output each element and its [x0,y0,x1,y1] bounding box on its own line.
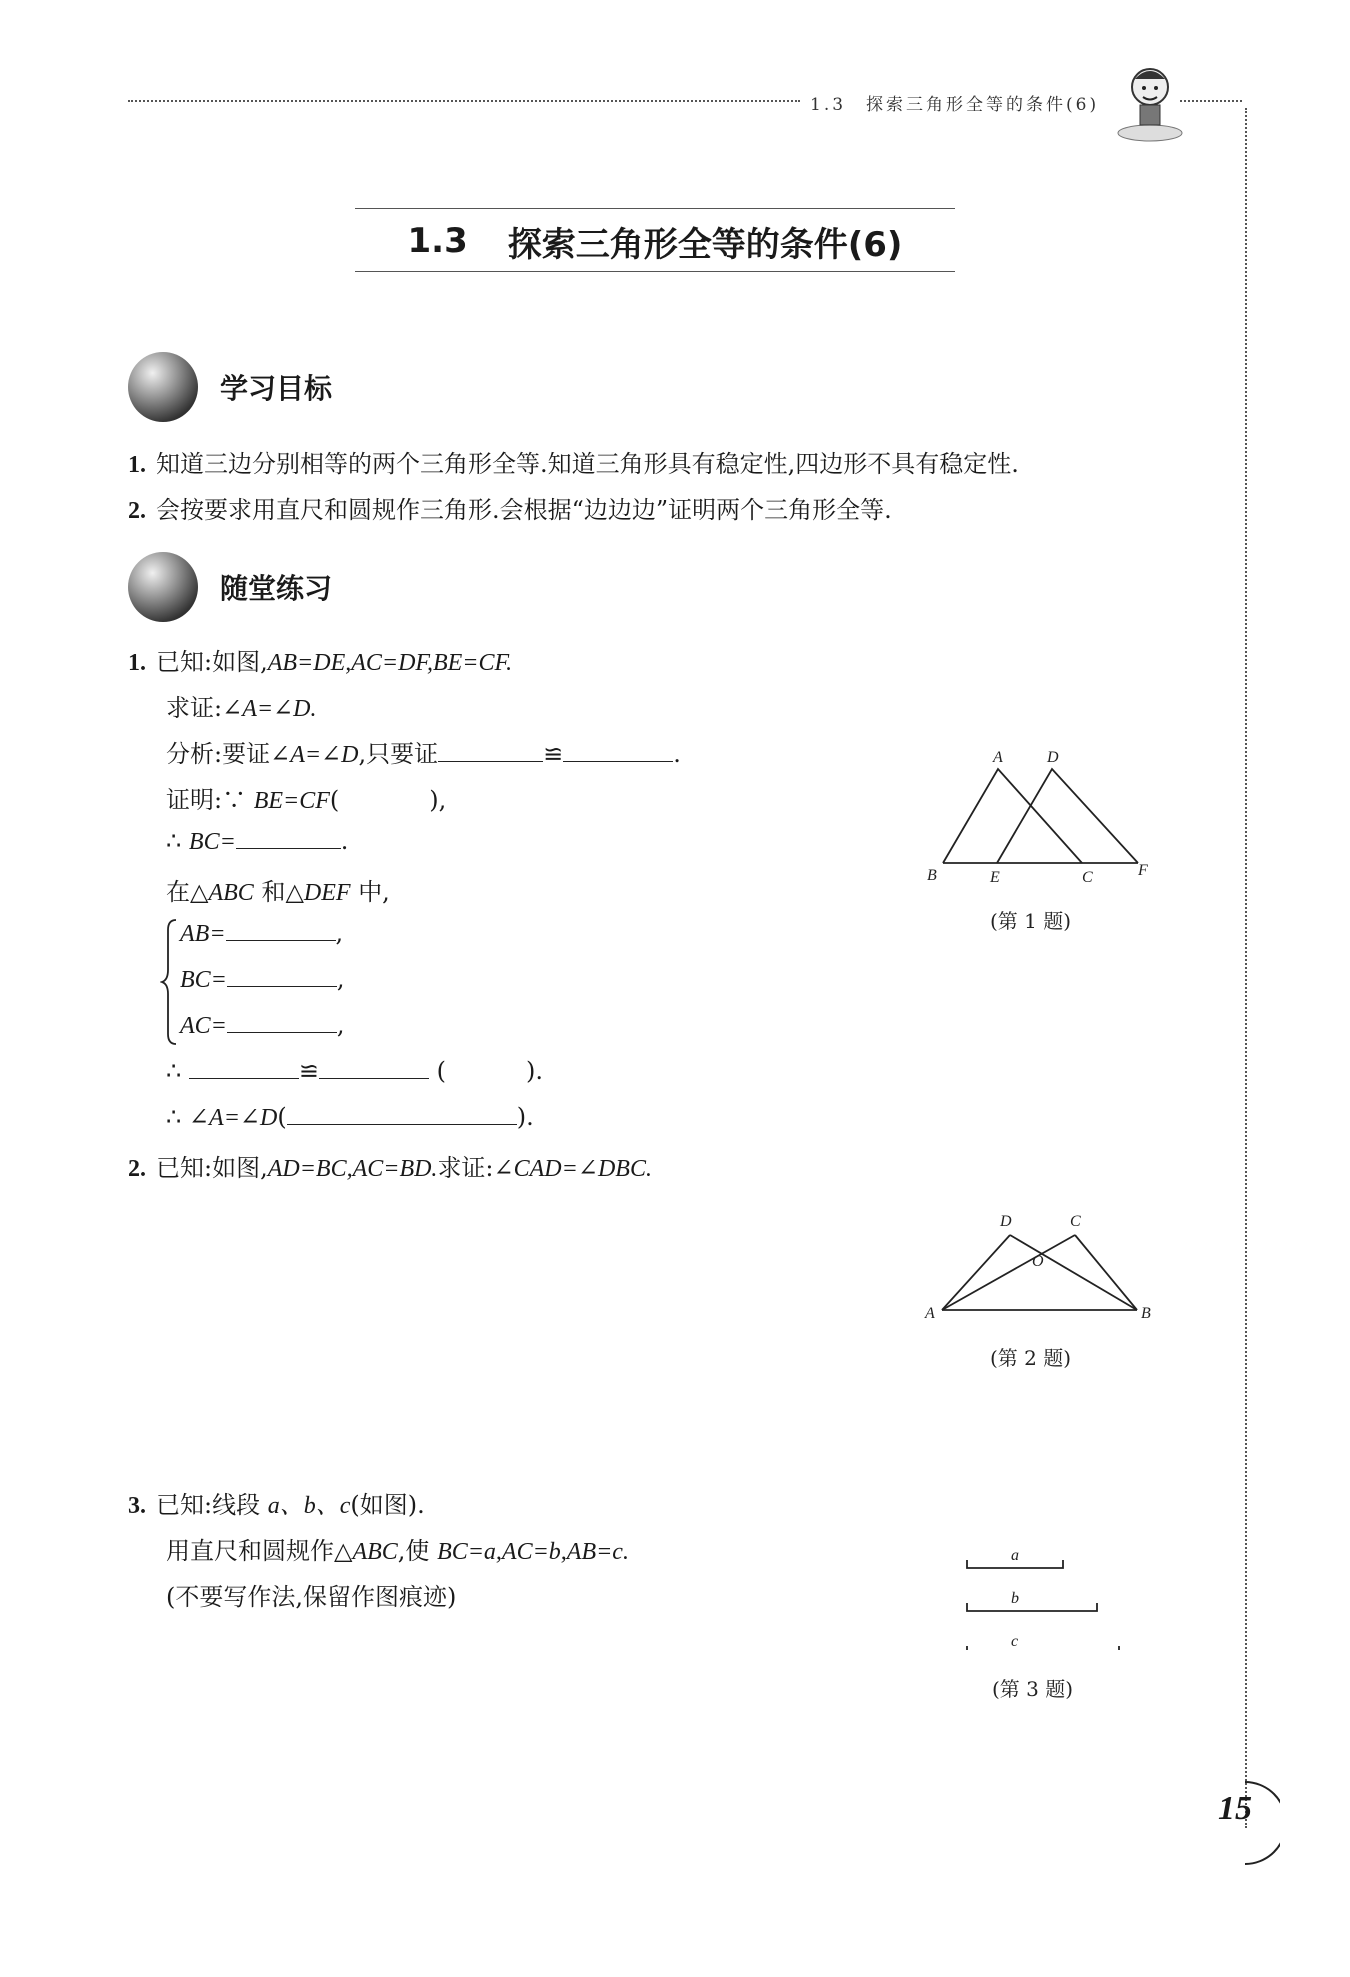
triangle-def [997,769,1138,863]
mascot-icon [1110,55,1185,145]
triangle-abc [943,769,1082,863]
q1-conclusion: ∴ ∠A=∠D( ). [166,1103,534,1131]
segment-b [967,1603,1097,1611]
figure-1-caption: (第 1 题) [990,909,1072,933]
title-text: 探索三角形全等的条件(6) [507,224,903,265]
label-c: C [1082,869,1093,886]
q1-prove: 求证:∠A=∠D. [166,694,317,722]
header-dotted-line [128,100,800,102]
label-b: b [1011,1590,1019,1607]
label-d: D [1000,1213,1012,1230]
label-d: D [1047,749,1059,766]
title-number: 1.3 [407,221,468,261]
q3-note: (不要写作法,保留作图痕迹) [166,1583,457,1611]
page-title [355,210,955,272]
section-heading: 随堂练习 [220,572,333,605]
label-a: A [993,749,1003,766]
q1-analysis: 分析:要证∠A=∠D,只要证 ≌ . [166,740,681,768]
running-title: 1.3 探索三角形全等的条件(6) [810,95,1100,115]
header-dotted-line-right [1180,100,1242,102]
label-c: c [1011,1633,1019,1650]
answer-blank[interactable] [319,1056,429,1079]
q1-proof: 证明:∵ BE=CF( ), [166,786,447,814]
sphere-icon [128,352,198,422]
figure-3 [955,1540,1135,1650]
segment-bd [1010,1235,1137,1310]
globe-icon [128,552,198,622]
goal-item-2: 2. 会按要求用直尺和圆规作三角形.会根据“边边边”证明两个三角形全等. [128,496,892,524]
figure-2-caption: (第 2 题) [990,1346,1072,1370]
q3-task: 用直尺和圆规作△ABC,使 BC=a,AC=b,AB=c. [166,1537,629,1565]
answer-blank[interactable] [287,1102,517,1125]
figure-1 [920,745,1160,895]
q1-bc: ∴ BC= . [166,827,349,855]
label-e: E [990,869,1000,886]
figure-2 [920,1205,1160,1335]
segment-ac [942,1235,1075,1310]
section-learning-goals [128,352,332,422]
answer-blank[interactable] [227,1010,337,1033]
answer-blank[interactable] [226,918,336,941]
q1-congruence: ∴ ≌ ( ). [166,1057,544,1085]
answer-blank[interactable] [236,826,341,849]
answer-blank[interactable] [438,739,543,762]
segment-c [967,1646,1119,1650]
segment-ad [942,1235,1010,1310]
goal-item-1: 1. 知道三边分别相等的两个三角形全等.知道三角形具有稳定性,四边形不具有稳定性. [128,450,1019,478]
label-b: B [927,867,937,884]
label-c: C [1070,1213,1081,1230]
figure-3-caption: (第 3 题) [992,1677,1074,1701]
label-a: a [1011,1547,1019,1564]
segment-bc [1075,1235,1137,1310]
answer-blank[interactable] [227,964,337,987]
brace [160,918,180,1046]
q1-given: 1. 已知:如图,AB=DE,AC=DF,BE=CF. [128,648,513,676]
q1-in-triangles: 在△ABC 和△DEF 中, [166,878,390,906]
section-practice [128,552,332,622]
q2-statement: 2. 已知:如图,AD=BC,AC=BD.求证:∠CAD=∠DBC. [128,1154,652,1182]
page-number: 15 [1218,1790,1252,1827]
q1-ac-row: AC= , [180,1011,345,1039]
label-a: A [925,1305,935,1322]
label-b: B [1141,1305,1151,1322]
answer-blank[interactable] [563,739,673,762]
q3-given: 3. 已知:线段 a、b、c(如图). [128,1491,425,1519]
q1-ab-row: AB= , [180,919,344,947]
label-f: F [1138,862,1148,879]
section-heading: 学习目标 [220,372,333,405]
margin-dotted-line [1245,108,1247,1828]
q1-bc-row: BC= , [180,965,345,993]
label-o: O [1032,1253,1044,1270]
answer-blank[interactable] [189,1056,299,1079]
